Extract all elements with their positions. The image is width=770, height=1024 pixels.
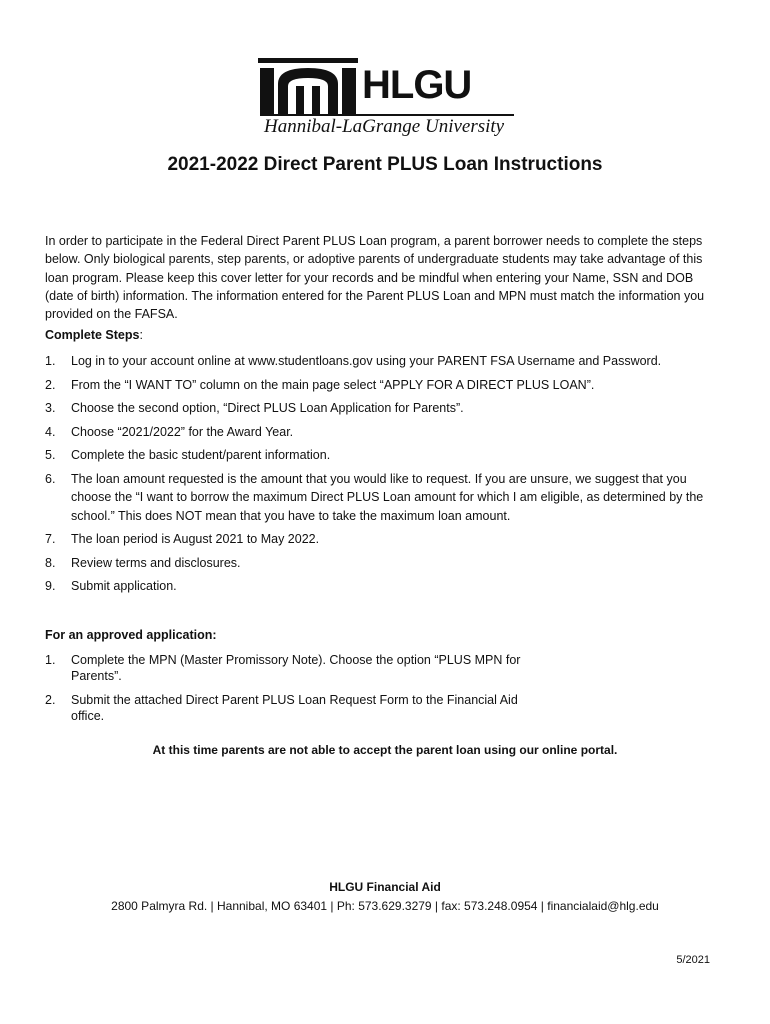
item-number: 2.: [45, 693, 56, 707]
item-text: The loan period is August 2021 to May 2022.: [71, 532, 320, 546]
page-title: 2021-2022 Direct Parent PLUS Loan Instructions: [167, 154, 603, 175]
item-text: Review terms and disclosures.: [71, 555, 241, 570]
item-text: Submit application.: [71, 579, 177, 593]
item-text: Complete the MPN (Master Promissory Note). Choose the option “PLUS MPN for Parents”.: [71, 653, 521, 683]
item-number: 3.: [45, 401, 56, 415]
list-item: [45, 692, 545, 724]
intro-paragraph: In order to participate in the Federal Direct Parent PLUS Loan program, a parent borrower needs to complete the steps below. Only biological parents, step parents, or adoptive parents of undergraduate students may take advantage of this loan program. Please keep this cover letter for your records and be mindful when entering your Name, SSN and DOB (date of birth) information. The information entered for the Parent PLUS Loan and MPN must match the information you provided on the FAFSA.: [45, 234, 705, 322]
item-text: Choose the second option, “Direct PLUS Loan Application for Parents”.: [71, 401, 464, 415]
document-date: 5/2021: [676, 954, 710, 966]
item-text: The loan amount requested is the amount that you would like to request. If you are unsure, we suggest that you choose the “I want to borrow the maximum Direct PLUS Loan amount for which I am eligible, as determined by the school.” This does NOT mean that you have to take the maximum loan amount.: [71, 471, 704, 523]
list-item: [45, 530, 730, 549]
item-number: 9.: [45, 579, 56, 593]
complete-steps-list: [45, 352, 730, 596]
footer-title: HLGU Financial Aid: [329, 880, 441, 894]
arch-icon: [258, 58, 358, 114]
item-number: 1.: [45, 354, 56, 368]
item-number: 2.: [45, 377, 56, 392]
list-item: [45, 423, 730, 442]
list-item: [45, 554, 730, 573]
item-number: 1.: [45, 653, 56, 667]
list-item: [45, 652, 545, 684]
logo-wordmark: HLGU: [362, 63, 472, 107]
item-number: 4.: [45, 424, 56, 439]
item-number: 8.: [45, 555, 56, 570]
item-number: 7.: [45, 532, 56, 546]
complete-steps-colon: :: [139, 328, 143, 342]
logo-university-name: Hannibal-LaGrange University: [264, 116, 505, 137]
item-number: 6.: [45, 471, 56, 486]
item-text: Choose “2021/2022” for the Award Year.: [71, 424, 294, 439]
list-item: [45, 577, 730, 596]
portal-notice: At this time parents are not able to accept the parent loan using our online portal.: [152, 743, 618, 757]
approved-application-heading: For an approved application:: [45, 628, 217, 642]
list-item: [45, 446, 730, 465]
complete-steps-label: Complete Steps: [45, 328, 140, 342]
item-text: From the “I WANT TO” column on the main page select “APPLY FOR A DIRECT PLUS LOAN”.: [71, 377, 595, 392]
university-logo: [258, 54, 518, 140]
item-number: 5.: [45, 448, 56, 462]
list-item: [45, 352, 730, 371]
item-text: Complete the basic student/parent information.: [71, 448, 331, 462]
list-item: [45, 399, 730, 418]
item-text: Log in to your account online at www.studentloans.gov using your PARENT FSA Username and Password.: [71, 354, 662, 368]
item-text: Submit the attached Direct Parent PLUS Loan Request Form to the Financial Aid office.: [71, 693, 518, 723]
approved-steps-list: [45, 652, 545, 724]
complete-steps-heading: [45, 328, 143, 342]
list-item: [45, 376, 730, 395]
list-item: [45, 470, 730, 526]
footer-contact-line: 2800 Palmyra Rd. | Hannibal, MO 63401 | Ph: 573.629.3279 | fax: 573.248.0954 | financialaid@hlg.edu: [111, 899, 659, 913]
